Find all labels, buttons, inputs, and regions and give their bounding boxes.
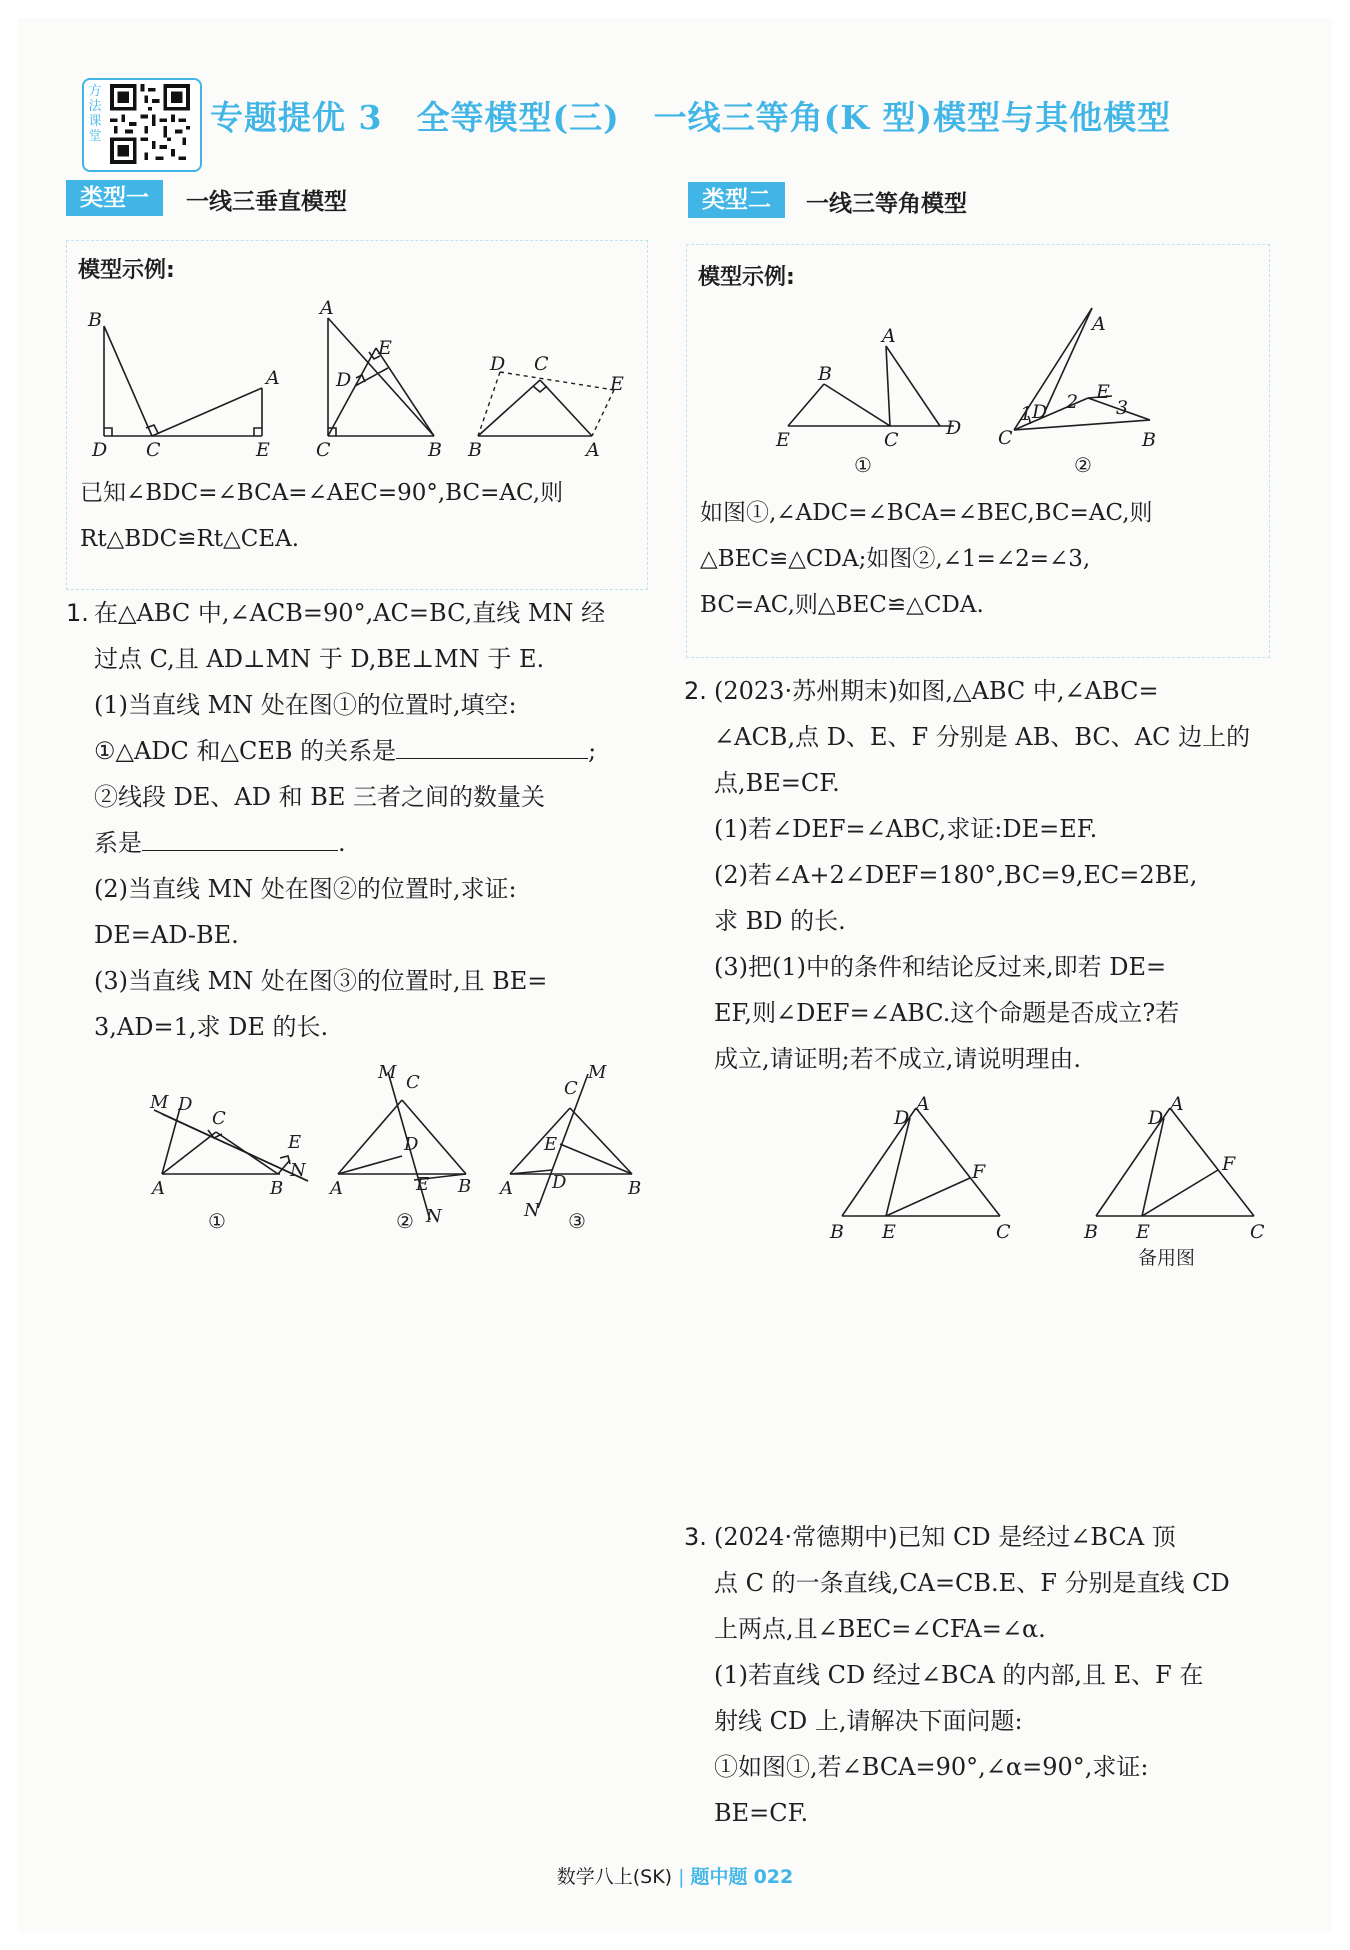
svg-text:N: N [426, 1206, 442, 1227]
q1-fig-label-3: ③ [568, 1209, 586, 1233]
model-fig-label-1: ① [854, 453, 872, 477]
svg-text:A: A [330, 1178, 343, 1199]
svg-text:E: E [1136, 1221, 1150, 1243]
svg-text:B: B [468, 439, 482, 461]
svg-text:A: A [916, 1094, 930, 1115]
svg-text:D: D [92, 439, 108, 461]
svg-text:F: F [1222, 1153, 1236, 1175]
svg-text:D: D [178, 1094, 193, 1115]
q1-line-6-row [94, 826, 346, 860]
q3-line-5: 射线 CD 上,请解决下面问题: [714, 1707, 1023, 1735]
q3-line-7: BE=CF. [714, 1799, 809, 1827]
svg-text:D: D [946, 417, 962, 439]
svg-text:C: C [998, 427, 1013, 449]
svg-text:C: C [1250, 1221, 1265, 1243]
model-head-left: 模型示例: [78, 258, 175, 283]
svg-text:E: E [776, 429, 790, 451]
svg-text:D: D [1148, 1107, 1164, 1129]
svg-text:B: B [88, 309, 102, 331]
svg-text:B: B [458, 1176, 472, 1197]
svg-text:B: B [428, 439, 442, 461]
q3-line-3: 上两点,且∠BEC=∠CFA=∠α. [714, 1615, 1046, 1643]
svg-text:B: B [628, 1178, 642, 1199]
q3-number: 3. [684, 1523, 707, 1551]
svg-text:E: E [610, 373, 624, 395]
svg-text:M: M [150, 1092, 169, 1113]
q1-line-8: DE=AD-BE. [94, 921, 239, 949]
q1-line-3: (1)当直线 MN 处在图①的位置时,填空: [94, 691, 517, 719]
svg-text:B: B [1084, 1221, 1098, 1243]
svg-text:C: C [534, 353, 549, 375]
section-tag-type1: 类型一 [66, 180, 163, 216]
svg-text:D: D [552, 1172, 567, 1193]
model-text-right-3: BC=AC,则△BEC≌△CDA. [700, 592, 984, 618]
q1-figures [140, 1058, 660, 1238]
svg-text:A: A [586, 439, 600, 461]
svg-text:D: D [490, 353, 506, 375]
svg-text:3: 3 [1116, 397, 1129, 419]
q1-tail-2: . [338, 829, 346, 857]
svg-text:C: C [406, 1072, 420, 1093]
svg-text:2: 2 [1066, 391, 1079, 413]
svg-text:A: A [320, 297, 334, 319]
q2-line-8: EF,则∠DEF=∠ABC.这个命题是否成立?若 [714, 999, 1180, 1027]
svg-text:E: E [256, 439, 270, 461]
model-text-left-1: 已知∠BDC=∠BCA=∠AEC=90°,BC=AC,则 [80, 480, 564, 506]
q2-line-4: (1)若∠DEF=∠ABC,求证:DE=EF. [714, 815, 1098, 843]
q1-fig-label-2: ② [396, 1209, 414, 1233]
svg-text:B: B [818, 363, 832, 385]
q3-line-2: 点 C 的一条直线,CA=CB.E、F 分别是直线 CD [714, 1569, 1230, 1597]
svg-text:M: M [378, 1062, 397, 1083]
svg-text:E: E [288, 1132, 302, 1153]
model-text-right-1: 如图①,∠ADC=∠BCA=∠BEC,BC=AC,则 [700, 500, 1153, 526]
svg-text:E: E [882, 1221, 896, 1243]
svg-text:C: C [564, 1078, 578, 1099]
model-fig-label-2: ② [1074, 453, 1092, 477]
section-title-type1: 一线三垂直模型 [186, 189, 347, 215]
q1-line-9: (3)当直线 MN 处在图③的位置时,且 BE= [94, 967, 548, 995]
footer-divider: | [678, 1866, 685, 1888]
svg-text:N: N [290, 1160, 306, 1181]
q1-line-1: 在△ABC 中,∠ACB=90°,AC=BC,直线 MN 经 [94, 599, 606, 627]
svg-text:B: B [830, 1221, 844, 1243]
svg-text:C: C [146, 439, 161, 461]
q2-line-5: (2)若∠A+2∠DEF=180°,BC=9,EC=2BE, [714, 861, 1198, 889]
q1-line-4: ①△ADC 和△CEB 的关系是 [94, 737, 397, 765]
model-text-left-2: Rt△BDC≌Rt△CEA. [80, 526, 300, 552]
svg-text:A: A [152, 1178, 165, 1199]
svg-text:A: A [1092, 313, 1106, 335]
q2-line-2: ∠ACB,点 D、E、F 分别是 AB、BC、AC 边上的 [714, 723, 1251, 751]
svg-text:F: F [972, 1161, 986, 1183]
q1-number: 1. [66, 599, 89, 627]
q3-line-1: (2024·常德期中)已知 CD 是经过∠BCA 顶 [714, 1523, 1176, 1551]
model-text-right-2: △BEC≌△CDA;如图②,∠1=∠2=∠3, [700, 546, 1091, 572]
section-tag-type2: 类型二 [688, 182, 785, 218]
svg-text:C: C [884, 429, 899, 451]
q1-blank-1[interactable] [396, 734, 588, 759]
footer-page-number: 022 [753, 1866, 794, 1888]
q1-line-6: 系是 [94, 829, 142, 857]
qr-label: 方法课堂 [88, 84, 102, 144]
q3-line-4: (1)若直线 CD 经过∠BCA 的内部,且 E、F 在 [714, 1661, 1204, 1689]
section-title-type2: 一线三等角模型 [806, 191, 967, 217]
model-figures-left [66, 290, 656, 470]
q2-line-3: 点,BE=CF. [714, 769, 840, 797]
q1-line-7: (2)当直线 MN 处在图②的位置时,求证: [94, 875, 517, 903]
svg-text:C: C [212, 1108, 226, 1129]
page-footer [0, 1862, 1350, 1889]
q3-line-6: ①如图①,若∠BCA=90°,∠α=90°,求证: [714, 1753, 1149, 1781]
svg-text:D: D [1032, 401, 1048, 423]
q2-line-9: 成立,请证明;若不成立,请说明理由. [714, 1045, 1081, 1073]
q1-tail-1: ; [588, 737, 597, 765]
model-head-right: 模型示例: [698, 265, 795, 290]
svg-text:N: N [524, 1200, 540, 1221]
q1-blank-2[interactable] [142, 826, 338, 851]
q2-figures [820, 1094, 1270, 1284]
footer-subject: 数学八上(SK) [556, 1866, 673, 1888]
q2-number: 2. [684, 677, 707, 705]
qr-code-box[interactable] [82, 78, 202, 172]
qr-code-icon [108, 84, 192, 164]
q1-line-4-row [94, 734, 596, 768]
model-figures-right [770, 300, 1190, 490]
q1-line-5: ②线段 DE、AD 和 BE 三者之间的数量关 [94, 783, 546, 811]
svg-text:E: E [416, 1174, 430, 1195]
svg-text:C: C [316, 439, 331, 461]
svg-text:A: A [500, 1178, 513, 1199]
svg-text:D: D [336, 369, 352, 391]
svg-text:1: 1 [1020, 403, 1033, 425]
q1-fig-label-1: ① [208, 1209, 226, 1233]
page-title: 专题提优 3 全等模型(三) 一线三等角(K 型)模型与其他模型 [210, 98, 1172, 137]
svg-text:E: E [378, 337, 392, 359]
q2-line-6: 求 BD 的长. [714, 907, 846, 935]
svg-text:D: D [404, 1134, 419, 1155]
q1-line-2: 过点 C,且 AD⊥MN 于 D,BE⊥MN 于 E. [94, 645, 545, 673]
q1-line-10: 3,AD=1,求 DE 的长. [94, 1013, 329, 1041]
svg-text:E: E [544, 1134, 558, 1155]
footer-brand: 题中题 [690, 1866, 748, 1888]
svg-text:M: M [588, 1062, 607, 1083]
svg-text:C: C [996, 1221, 1011, 1243]
svg-text:A: A [266, 367, 280, 389]
q2-line-7: (3)把(1)中的条件和结论反过来,即若 DE= [714, 953, 1167, 981]
q2-line-1: (2023·苏州期末)如图,△ABC 中,∠ABC= [714, 677, 1159, 705]
svg-text:B: B [270, 1178, 284, 1199]
svg-text:A: A [1170, 1094, 1184, 1115]
svg-text:B: B [1142, 429, 1156, 451]
q2-spare-caption: 备用图 [1138, 1247, 1196, 1269]
svg-text:D: D [894, 1107, 910, 1129]
svg-text:A: A [882, 325, 896, 347]
svg-text:E: E [1096, 381, 1110, 403]
